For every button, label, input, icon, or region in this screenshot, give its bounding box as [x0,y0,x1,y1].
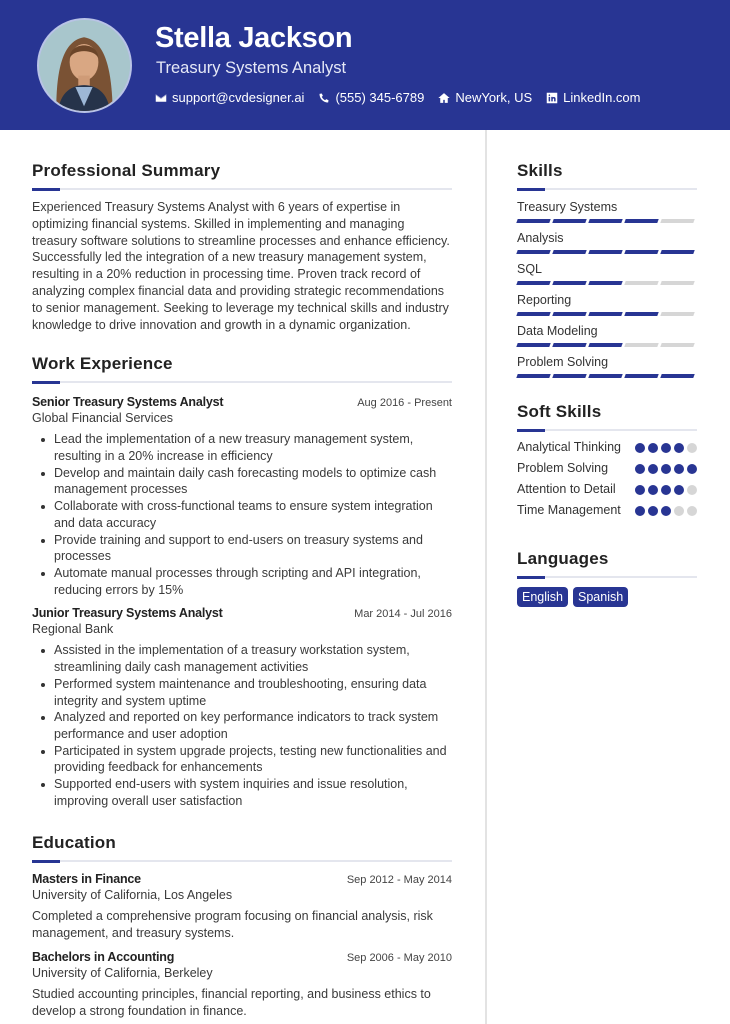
skills-section [517,161,697,378]
skill-item [517,293,697,316]
resume-header [0,0,730,130]
sidebar-column [517,130,697,607]
languages-section [517,549,697,607]
education-section [32,833,452,1019]
summary-section [32,161,452,333]
section-divider [32,188,452,190]
soft-skill-name: Problem Solving [517,461,609,475]
rating-dot-icon [648,443,658,453]
skill-level-segment [516,312,550,316]
skill-level-segment [552,281,586,285]
skill-level-segment [588,250,622,254]
school-name: University of California, Berkeley [32,966,213,981]
rating-dots [635,485,697,495]
home-icon [438,92,450,104]
skill-level-segment [624,219,658,223]
skill-level-segment [624,250,658,254]
skill-level-segment [516,281,550,285]
portrait-icon [39,20,130,111]
section-heading: Work Experience [32,354,173,374]
job-entry [32,395,452,598]
main-column [32,130,452,1020]
phone-icon [318,92,330,104]
soft-skill-name: Analytical Thinking [517,440,621,454]
bullet-item: Collaborate with cross-functional teams to ensure system integration and data accuracy [32,498,452,531]
bullet-item: Provide training and support to end-users on treasury systems and processes [32,532,452,565]
section-heading: Skills [517,161,563,180]
education-dates: Sep 2006 - May 2010 [346,952,452,965]
degree-title: Masters in Finance [32,872,141,887]
skill-level-segment [624,343,658,347]
column-divider [485,130,487,1024]
skill-level-segment [552,343,586,347]
skill-level-segment [624,374,658,378]
skill-name: Analysis [517,231,564,245]
rating-dot-icon [648,506,658,516]
skill-level-segment [552,312,586,316]
skill-level-bar [517,250,697,254]
soft-skills-list [517,439,697,519]
skill-level-segment [516,250,550,254]
skill-item [517,231,697,254]
summary-text: Experienced Treasury Systems Analyst with 6 years of expertise in optimizing financial systems. Skilled in implementing and managing treasury software solutions to streamline processes and enhance efficiency. Successfully led the integration of a new treasury management system, resulting in a 20% reduction in processing time. Proven track record of analyzing complex financial data and providing strategic recommendations to senior management. Seeking to leverage my technical skills and industry knowledge to drive innovation and growth in a dynamic organization. [32,200,450,332]
soft-skills-section [517,402,697,519]
job-dates: Mar 2014 - Jul 2016 [354,608,452,621]
rating-dot-icon [648,464,658,474]
section-divider [517,188,697,190]
skill-item [517,262,697,285]
bullet-item: Assisted in the implementation of a treasury workstation system, streamlining daily cash management activities [32,642,452,675]
linkedin-icon [546,92,558,104]
education-entry [32,950,452,1020]
contact-email[interactable] [155,90,304,105]
section-divider [517,429,697,431]
degree-title: Bachelors in Accounting [32,950,175,965]
skill-level-bar [517,281,697,285]
rating-dot-icon [635,464,645,474]
skill-level-segment [624,281,658,285]
section-divider [32,860,452,862]
skill-level-segment [660,250,694,254]
phone-text: (555) 345-6789 [335,90,425,105]
skills-list [517,200,697,378]
bullet-item: Develop and maintain daily cash forecasting models to optimize cash management processes [32,465,452,498]
envelope-icon [155,92,167,104]
job-entry [32,606,452,809]
skill-level-segment [552,374,586,378]
rating-dot-icon [687,485,697,495]
contact-phone[interactable] [318,90,424,105]
soft-skill-item [517,439,697,456]
bullet-item: Analyzed and reported on key performance indicators to track system performance and user adoption [32,709,452,742]
section-divider [32,381,452,383]
section-divider [517,576,697,578]
rating-dot-icon [674,443,684,453]
soft-skill-item [517,460,697,477]
skill-item [517,200,697,223]
rating-dot-icon [687,443,697,453]
education-description: Completed a comprehensive program focusing on financial analysis, risk management, and treasury systems. [32,909,433,941]
language-tag: Spanish [573,587,628,607]
section-heading: Soft Skills [517,402,602,421]
rating-dot-icon [674,485,684,495]
skill-item [517,355,697,378]
contact-linkedin[interactable] [546,90,640,105]
skill-level-segment [588,374,622,378]
bullet-item: Participated in system upgrade projects, testing new functionalities and providing feedback for enhancements [32,743,452,776]
skill-name: SQL [517,262,543,276]
skill-level-segment [588,343,622,347]
job-dates: Aug 2016 - Present [357,397,452,410]
skill-level-segment [660,312,694,316]
section-heading: Professional Summary [32,161,221,180]
skill-level-segment [516,219,550,223]
skill-level-segment [660,374,694,378]
skill-level-bar [517,374,697,378]
section-heading: Education [32,833,116,853]
school-name: University of California, Los Angeles [32,888,233,903]
rating-dot-icon [687,506,697,516]
candidate-name: Stella Jackson [155,22,353,54]
rating-dot-icon [674,506,684,516]
skill-name: Data Modeling [517,324,598,338]
skill-level-bar [517,343,697,347]
soft-skill-item [517,502,697,519]
soft-skill-name: Time Management [517,503,621,517]
skill-level-segment [660,219,694,223]
education-entry [32,872,452,942]
skill-level-segment [588,219,622,223]
job-title: Junior Treasury Systems Analyst [32,606,223,621]
skill-level-segment [552,219,586,223]
section-heading: Languages [517,549,609,568]
bullet-item: Performed system maintenance and troubleshooting, ensuring data integrity and system uptime [32,676,452,709]
skill-level-segment [516,374,550,378]
rating-dot-icon [661,485,671,495]
rating-dots [635,506,697,516]
skill-name: Reporting [517,293,572,307]
rating-dots [635,443,697,453]
skill-level-bar [517,219,697,223]
bullet-item: Supported end-users with system inquiries and issue resolution, improving overall user satisfaction [32,776,452,809]
education-description: Studied accounting principles, financial reporting, and business ethics to develop a strong foundation in finance. [32,987,431,1018]
bullet-item: Lead the implementation of a new treasury management system, resulting in a 20% increase in efficiency [32,431,452,464]
rating-dot-icon [635,506,645,516]
job-company: Regional Bank [32,622,114,637]
bullet-item: Automate manual processes through scripting and API integration, reducing errors by 15% [32,565,452,598]
rating-dot-icon [661,506,671,516]
soft-skill-name: Attention to Detail [517,482,616,496]
profile-photo [37,18,132,113]
linkedin-text: LinkedIn.com [563,90,641,105]
skill-level-segment [516,343,550,347]
job-title: Senior Treasury Systems Analyst [32,395,224,410]
contact-location [438,90,532,105]
job-company: Global Financial Services [32,411,174,426]
rating-dot-icon [661,464,671,474]
skill-level-segment [624,312,658,316]
location-text: NewYork, US [455,90,533,105]
email-text: support@cvdesigner.ai [172,90,305,105]
rating-dot-icon [648,485,658,495]
rating-dot-icon [635,485,645,495]
rating-dot-icon [635,443,645,453]
skill-item [517,324,697,347]
skill-level-segment [660,281,694,285]
rating-dot-icon [661,443,671,453]
job-bullets [32,642,452,809]
language-tags [517,587,697,607]
skill-level-segment [588,281,622,285]
skill-name: Treasury Systems [517,200,618,214]
candidate-title: Treasury Systems Analyst [156,59,347,77]
experience-section [32,354,452,809]
skill-level-bar [517,312,697,316]
skill-level-segment [660,343,694,347]
rating-dots [635,464,697,474]
skill-level-segment [588,312,622,316]
contact-list [155,90,641,105]
education-dates: Sep 2012 - May 2014 [346,874,452,887]
soft-skill-item [517,481,697,498]
job-bullets [32,431,452,598]
skill-name: Problem Solving [517,355,609,369]
rating-dot-icon [674,464,684,474]
rating-dot-icon [687,464,697,474]
language-tag: English [517,587,568,607]
skill-level-segment [552,250,586,254]
